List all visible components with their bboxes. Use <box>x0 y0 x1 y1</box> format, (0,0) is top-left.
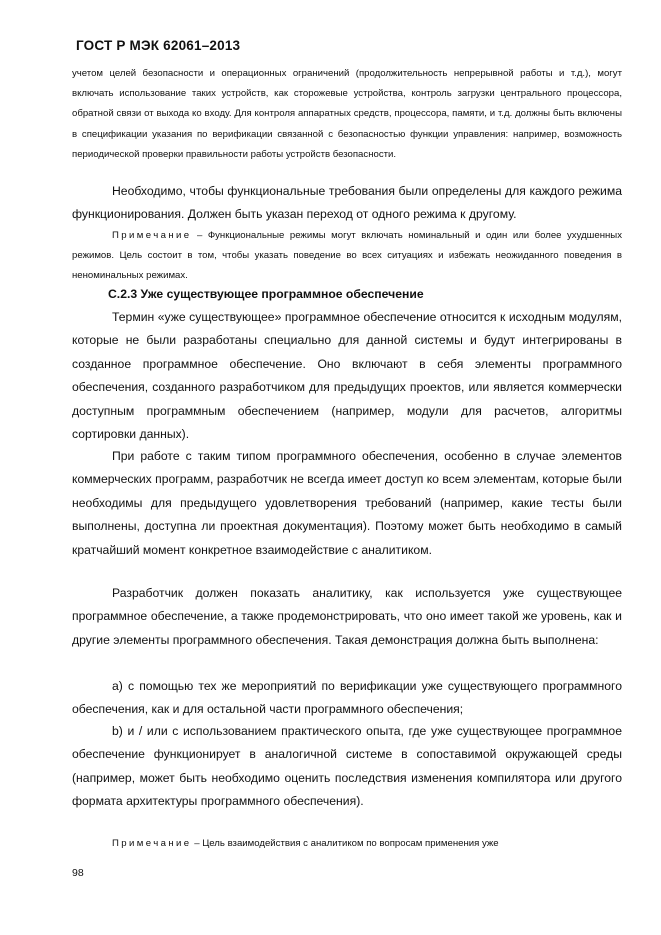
note-2-text: – Цель взаимодействия с аналитиком по вопросам применения уже <box>191 838 499 849</box>
top-small-paragraph: учетом целей безопасности и операционных ограничений (продолжительность непрерывной работы и т.д.), могут включать использование таких устройств, как сторожевые устройства, контроль загрузки центрального процессора, обратной связи от выхода ко входу. Для контроля аппаратных средств, процессора, памяти, и т.д. должны быть включены в спецификации указания по верификации связанной с безопасностью функции управления: например, возможность периодической проверки правильности работы устройств безопасности. <box>72 68 622 160</box>
document-header: ГОСТ Р МЭК 62061–2013 <box>76 38 241 53</box>
note-2-label: Примечание <box>112 838 192 849</box>
paragraph-developer: Разработчик должен показать аналитику, как используется уже существующее программное обеспечение, а также продемонстрировать, что оно имеет такой же уровень, как и другие элементы программного обеспечения. Такая демонстрация должна быть выполнена: <box>72 586 622 647</box>
paragraph-term: Термин «уже существующее» программное обеспечение относится к исходным модулям, которые не были разработаны специально для данной системы и будут интегрированы в созданное программное обеспечение. Оно включают в себя элементы программного обеспечения, созданного разработчиком для предыдущих проектов, или является коммерчески доступным программным обеспечением (например, модули для расчетов, алгоритмы сортировки данных). <box>72 310 622 442</box>
page-number: 98 <box>72 867 84 879</box>
paragraph-work: При работе с таким типом программного обеспечения, особенно в случае элементов коммерческих программ, разработчик не всегда имеет доступ ко всем элементам, которые были необходимы для предыдущего удовлетворения требований (например, какие тесты были выполнены, доступна ли проектная документация). Поэтому может быть необходимо в самый кратчайший момент конкретное взаимодействие с аналитиком. <box>72 449 622 557</box>
section-heading: С.2.3 Уже существующее программное обеспечение <box>108 287 424 301</box>
paragraph-modes: Необходимо, чтобы функциональные требования были определены для каждого режима функционирования. Должен быть указан переход от одного режима к другому. <box>72 184 622 222</box>
note-1-text: – Функциональные режимы могут включать номинальный и один или более ухудшенных режимов. Цель состоит в том, чтобы указать поведение во всех ситуациях и избежать неожиданного поведения в неноминальных режимах. <box>72 230 622 282</box>
note-1-label: Примечание <box>112 230 192 241</box>
note-2 <box>72 834 622 854</box>
note-1 <box>72 226 622 287</box>
list-item-a: а) с помощью тех же мероприятий по верификации уже существующего программного обеспечения, как и для остальной части программного обеспечения; <box>72 679 622 717</box>
list-item-b: b) и / или с использованием практического опыта, где уже существующее программное обеспечение функционирует в аналогичной системе в сопоставимой окружающей среды (например, может быть необходимо оценить последствия изменения компилятора или другого формата архитектуры программного обеспечения). <box>72 724 622 809</box>
